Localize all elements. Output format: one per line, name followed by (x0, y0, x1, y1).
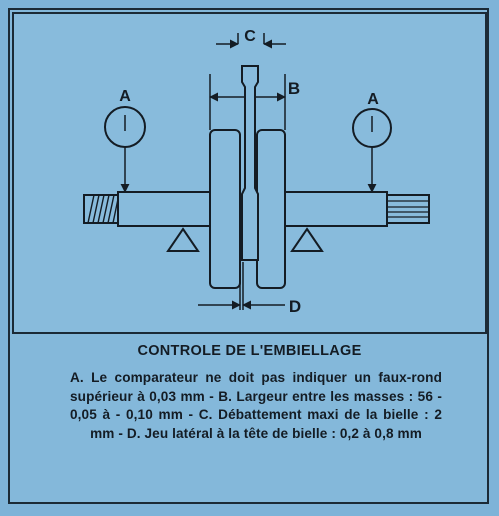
right-shaft (285, 192, 429, 226)
right-support (292, 229, 322, 251)
connecting-rod (242, 66, 258, 260)
left-flywheel (210, 130, 240, 288)
crankshaft-diagram (12, 12, 487, 334)
left-support (168, 229, 198, 251)
dial-indicator-right (353, 91, 391, 192)
label-b: B (287, 79, 301, 98)
label-c: C (244, 28, 256, 45)
caption-title: CONTROLE DE L'EMBIELLAGE (137, 343, 362, 359)
label-a-right: A (367, 91, 379, 108)
label-a-left: A (119, 88, 131, 105)
dimension-c (216, 28, 286, 45)
dial-indicator-left (105, 88, 145, 192)
right-flywheel (257, 130, 285, 288)
left-shaft (84, 192, 210, 226)
caption-body: A. Le comparateur ne doit pas indiquer un faux-rond supérieur à 0,03 mm - B. Largeur entre les masses : 56 - 0,05 à - 0,10 mm - C. Débattement maxi de la bielle : 2 mm - D. Jeu latéral à la tête de bielle : 0,2 à 0,8 mm (70, 370, 442, 441)
label-d: D (288, 297, 302, 316)
